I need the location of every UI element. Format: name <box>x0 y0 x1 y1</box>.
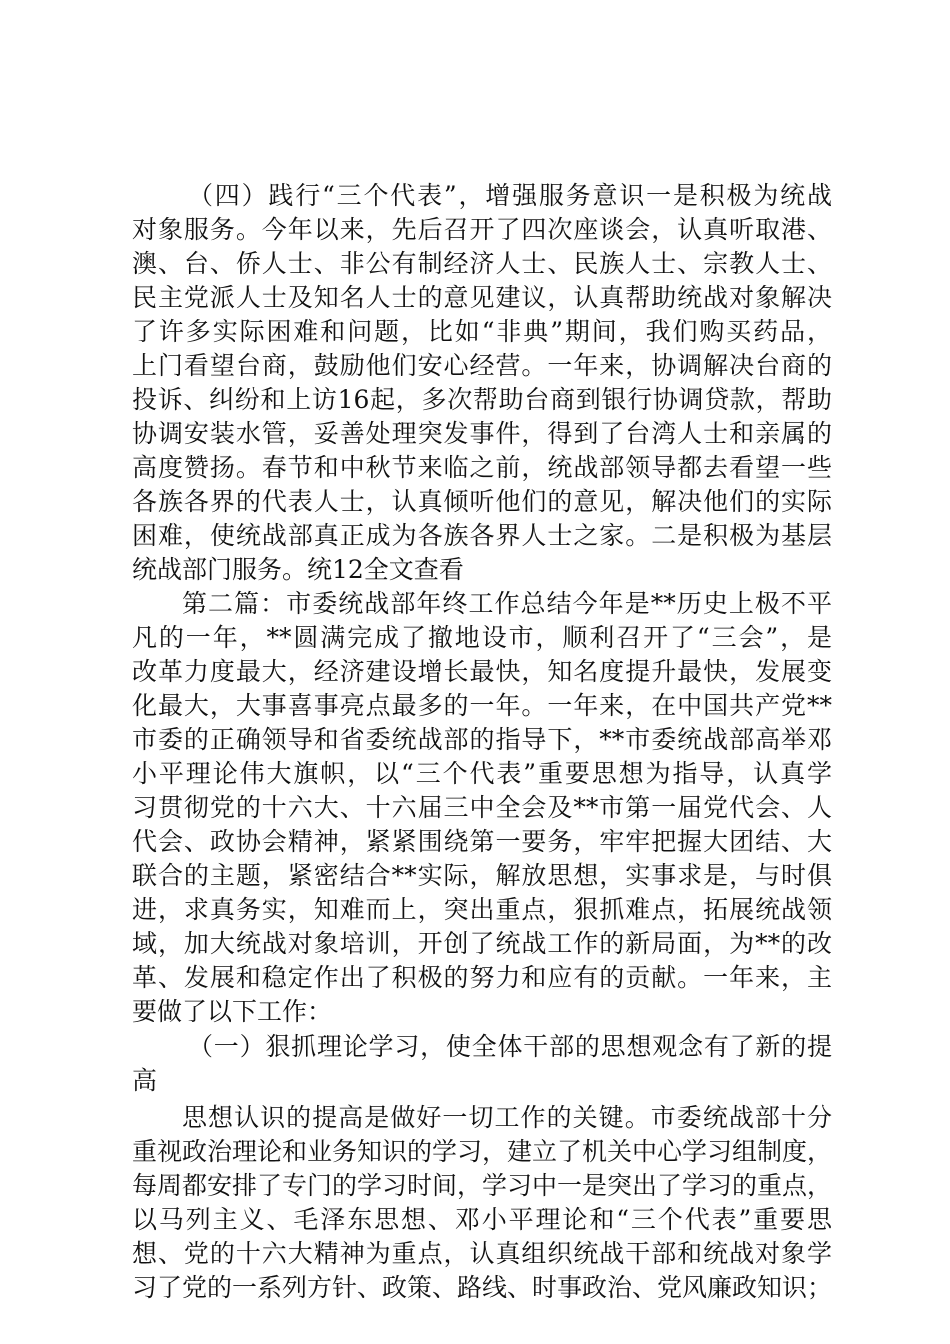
paragraph-line: 上门看望台商，鼓励他们安心经营。一年来，协调解决台商的 <box>132 351 832 380</box>
paragraph-line: 想、党的十六大精神为重点，认真组织统战干部和统战对象学 <box>132 1239 832 1268</box>
paragraph-line: 民主党派人士及知名人士的意见建议，认真帮助统战对象解决 <box>132 283 832 312</box>
paragraph-line: 凡的一年，**圆满完成了撤地设市，顺利召开了“三会”，是 <box>132 623 832 652</box>
paragraph-line: 了许多实际困难和问题，比如“非典”期间，我们购买药品， <box>132 317 832 346</box>
paragraph-line: 对象服务。今年以来，先后召开了四次座谈会，认真听取港、 <box>132 215 832 244</box>
paragraph-line: （四）践行“三个代表”，增强服务意识一是积极为统战 <box>188 181 832 210</box>
paragraph-line: 高度赞扬。春节和中秋节来临之前，统战部领导都去看望一些 <box>132 453 832 482</box>
paragraph-line: 改革力度最大，经济建设增长最快，知名度提升最快，发展变 <box>132 657 832 686</box>
subheading-line: 高 <box>132 1066 158 1095</box>
paragraph-line: 市委的正确领导和省委统战部的指导下，**市委统战部高举邓 <box>132 725 832 754</box>
paragraph-line: 各族各界的代表人士，认真倾听他们的意见，解决他们的实际 <box>132 487 832 516</box>
paragraph-line: 代会、政协会精神，紧紧围绕第一要务，牢牢把握大团结、大 <box>132 827 832 856</box>
section-heading-line: 第二篇：市委统战部年终工作总结今年是**历史上极不平 <box>182 589 832 618</box>
paragraph-line: 重视政治理论和业务知识的学习，建立了机关中心学习组制度， <box>132 1137 832 1166</box>
paragraph-line: 澳、台、侨人士、非公有制经济人士、民族人士、宗教人士、 <box>132 249 832 278</box>
paragraph-line: 每周都安排了专门的学习时间，学习中一是突出了学习的重点， <box>132 1171 832 1200</box>
paragraph-line: 化最大，大事喜事亮点最多的一年。一年来，在中国共产党** <box>132 691 832 720</box>
subheading-line: （一）狠抓理论学习，使全体干部的思想观念有了新的提 <box>188 1032 832 1061</box>
paragraph-line: 进，求真务实，知难而上，突出重点，狠抓难点，拓展统战领 <box>132 895 832 924</box>
paragraph-line: 习贯彻党的十六大、十六届三中全会及**市第一届党代会、人 <box>132 793 832 822</box>
paragraph-line: 习了党的一系列方针、政策、路线、时事政治、党风廉政知识； <box>132 1273 832 1302</box>
paragraph-line: 以马列主义、毛泽东思想、邓小平理论和“三个代表”重要思 <box>132 1205 832 1234</box>
paragraph-line: 统战部门服务。统12全文查看 <box>132 555 464 584</box>
paragraph-line: 革、发展和稳定作出了积极的努力和应有的贡献。一年来，主 <box>132 963 832 992</box>
paragraph-line: 域，加大统战对象培训，开创了统战工作的新局面，为**的改 <box>132 929 832 958</box>
paragraph-line: 思想认识的提高是做好一切工作的关键。市委统战部十分 <box>182 1103 832 1132</box>
paragraph-line: 小平理论伟大旗帜，以“三个代表”重要思想为指导，认真学 <box>132 759 832 788</box>
paragraph-line: 投诉、纠纷和上访16起，多次帮助台商到银行协调贷款，帮助 <box>132 385 832 414</box>
paragraph-line: 困难，使统战部真正成为各族各界人士之家。二是积极为基层 <box>132 521 832 550</box>
paragraph-line: 要做了以下工作： <box>132 997 333 1026</box>
paragraph-line: 协调安装水管，妥善处理突发事件，得到了台湾人士和亲属的 <box>132 419 832 448</box>
paragraph-line: 联合的主题，紧密结合**实际，解放思想，实事求是，与时俱 <box>132 861 832 890</box>
